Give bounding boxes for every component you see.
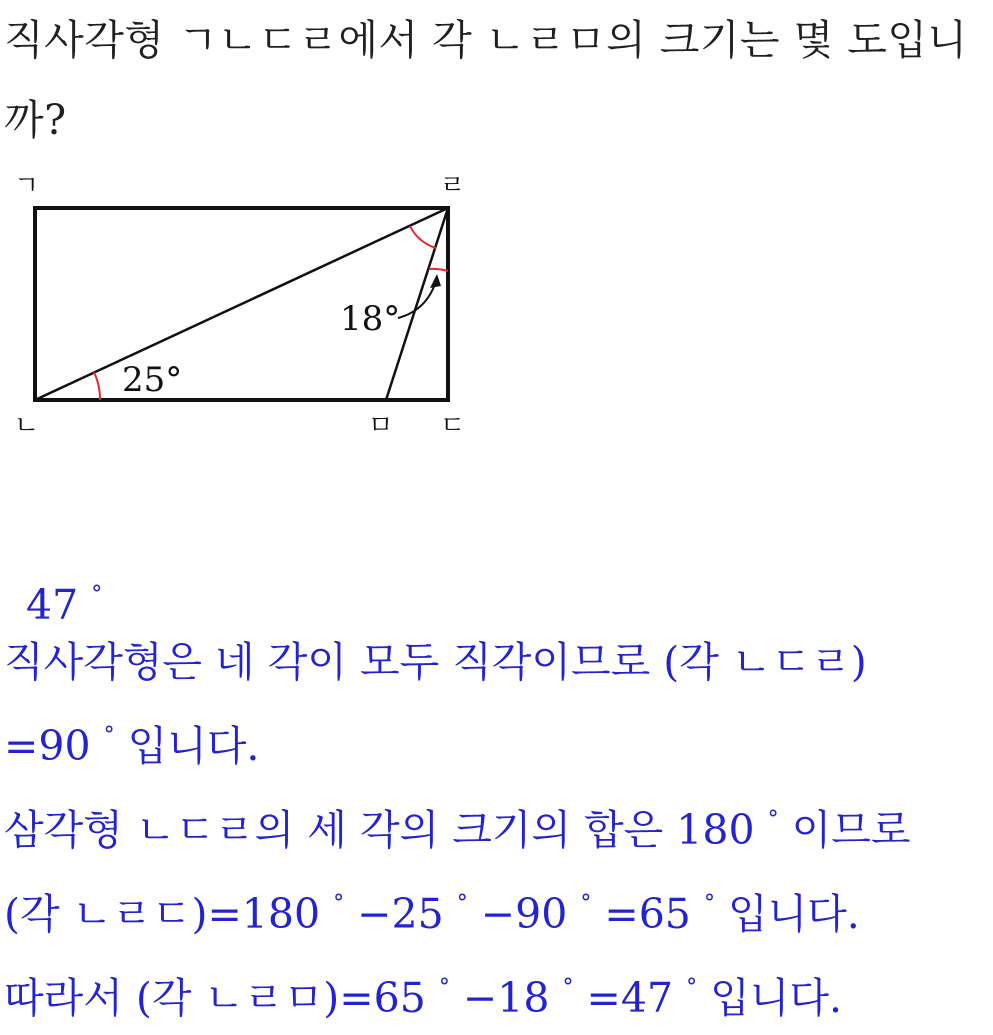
rectangle-figure [0, 160, 500, 450]
solution-line-2-b: 입니다. [114, 722, 260, 770]
degree-sign: ° [456, 891, 468, 916]
solution-line-4-e: 입니다. [714, 890, 860, 938]
solution-line-1 [4, 625, 989, 699]
angle-label-18: 18° [340, 299, 401, 339]
angle-18-arrow [398, 278, 437, 318]
vertex-label-d: ㄷ [440, 411, 466, 441]
solution-line-4-c: −90 [467, 890, 568, 938]
answer-section [4, 565, 989, 1035]
solution-line-5-c: =47 [573, 974, 674, 1022]
vertex-label-g: ㄱ [14, 171, 40, 201]
solution-line-3 [4, 783, 989, 867]
degree-sign: ° [767, 807, 779, 832]
question-text: 직사각형 ㄱㄴㄷㄹ에서 각 ㄴㄹㅁ의 크기는 몇 도입니까? [4, 16, 968, 144]
degree-sign: ° [103, 723, 115, 748]
angle-arc-top [410, 226, 436, 248]
angle-arc-18 [429, 269, 448, 271]
degree-sign: ° [562, 975, 574, 1000]
answer-value [4, 565, 989, 629]
vertex-label-m: ㅁ [368, 411, 394, 441]
solution-line-4-d: =65 [591, 890, 691, 938]
solution-line-2-a: =90 [4, 722, 91, 770]
solution-line-5-a: 따라서 (각 ㄴㄹㅁ)=65 [4, 974, 426, 1022]
solution-line-2 [4, 699, 989, 783]
answer-number: 47 [26, 581, 79, 629]
degree-sign: ° [686, 975, 698, 1000]
solution-line-3-b: 이므로 [778, 806, 911, 854]
angle-arc-25 [94, 372, 100, 400]
solution-line-4 [4, 867, 989, 951]
solution-line-4-b: −25 [344, 890, 444, 938]
solution-line-1-text: 직사각형은 네 각이 모두 직각이므로 (각 ㄴㄷㄹ) [4, 638, 867, 686]
solution-line-5 [4, 951, 989, 1035]
degree-sign: ° [438, 975, 450, 1000]
degree-sign: ° [333, 891, 345, 916]
angle-label-25: 25° [122, 360, 183, 400]
vertex-label-r: ㄹ [440, 171, 466, 201]
solution-line-3-a: 삼각형 ㄴㄷㄹ의 세 각의 크기의 합은 180 [4, 806, 755, 854]
degree-sign: ° [703, 891, 715, 916]
answer-degree: ° [91, 582, 103, 607]
degree-sign: ° [580, 891, 592, 916]
vertex-label-n: ㄴ [14, 411, 40, 441]
solution-line-4-a: (각 ㄴㄹㄷ)=180 [4, 890, 321, 938]
solution-line-5-b: −18 [449, 974, 550, 1022]
arrow-head [430, 274, 441, 288]
solution-line-5-d: 입니다. [697, 974, 842, 1022]
